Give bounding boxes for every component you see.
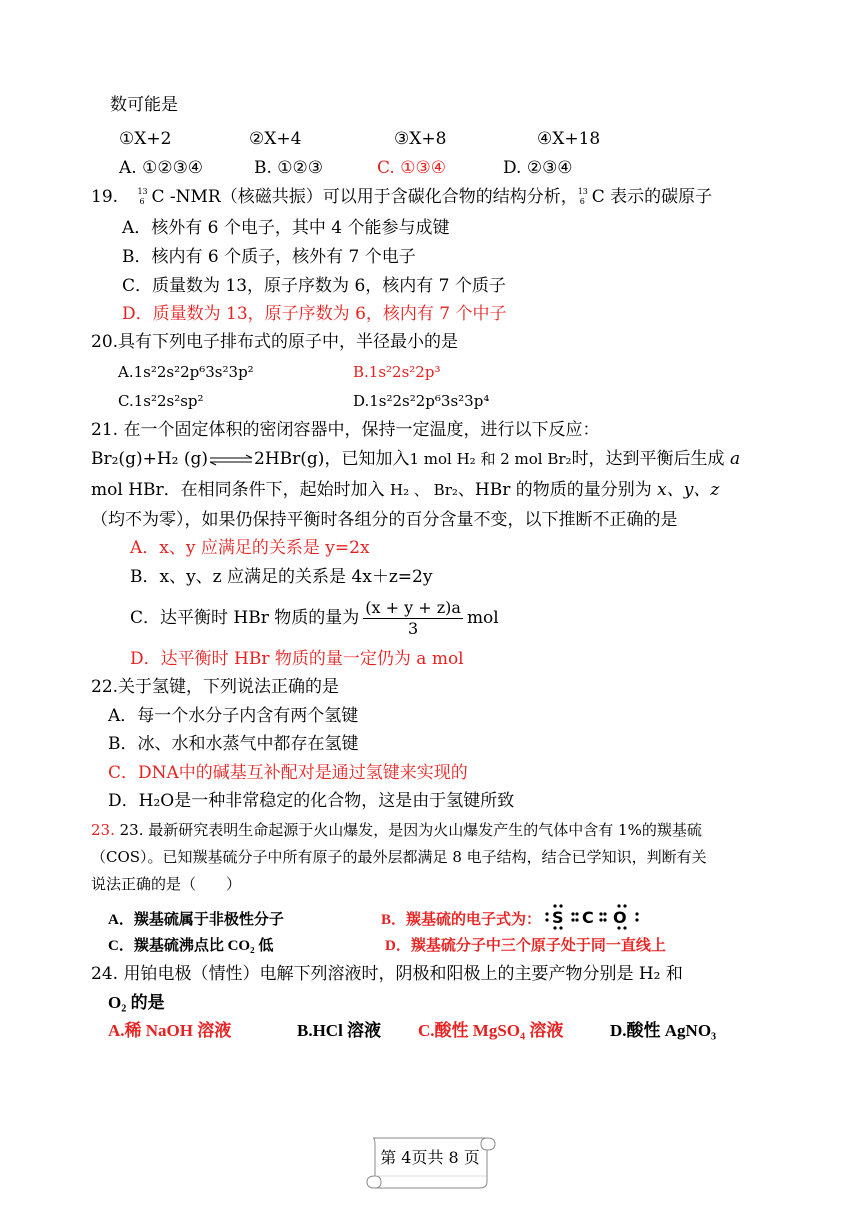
q19-option-a: A．核外有 6 个电子，其中 4 个能参与成键: [122, 218, 450, 238]
q21-amounts: 1 mol H₂ 和 2 mol Br₂: [409, 450, 572, 468]
q23-number: 23.: [91, 821, 115, 839]
q18-option-3: ③X+8: [394, 129, 447, 149]
page-footer: [363, 1128, 497, 1192]
q22-option-d: D．H₂O是一种非常稳定的化合物，这是由于氢键所致: [108, 791, 515, 811]
q24-option-b: B.HCl 溶液: [297, 1021, 382, 1040]
q22-option-c: C．DNA中的碱基互补配对是通过氢键来实现的: [108, 763, 468, 783]
q23-line2: （COS）。已知羰基硫分子中所有原子的最外层都满足 8 电子结构，结合已学知识，判断有关: [91, 848, 707, 866]
q19-number: 19.: [91, 187, 119, 207]
q21-option-c: [130, 596, 499, 640]
q23-line1-text: 23. 最新研究表明生命起源于火山爆发，是因为火山爆发产生的气体中含有 1%的羰基硫: [119, 821, 702, 839]
q21-option-a: A．x、y 应满足的关系是 y=2x: [130, 538, 370, 558]
q18-option-1: ①X+2: [119, 129, 172, 149]
isotope-mass-2: 13: [577, 186, 588, 196]
q18-option-4: ④X+18: [537, 129, 601, 149]
q23-option-b-text: B．羰基硫的电子式为：: [381, 912, 542, 928]
q21-line4: （均不为零），如果仍保持平衡时各组分的百分含量不变，以下推断不正确的是: [91, 510, 678, 530]
q19-stem: [91, 186, 712, 208]
q19-option-b: B．核内有 6 个质子，核外有 7 个电子: [122, 247, 416, 267]
q23-line3: 说法正确的是（ ）: [91, 875, 242, 893]
q24-option-a: A.稀 NaOH 溶液: [108, 1021, 232, 1040]
q21-line3-vars: x、y、z: [657, 480, 720, 500]
fraction-denominator: 3: [408, 619, 419, 638]
q24-option-c: C.酸性 MgSO₄ 溶液: [418, 1021, 564, 1040]
q23-line1: [91, 819, 702, 841]
q21-line3-species: H₂ 、 Br₂: [390, 481, 458, 499]
q21-line3: [91, 479, 719, 501]
q21-option-d: D．达平衡时 HBr 物质的量一定仍为 a mol: [130, 649, 464, 669]
isotope-number-2: 6: [579, 196, 585, 206]
q21-var-a: a: [729, 449, 741, 469]
q23-option-a: A．羰基硫属于非极性分子: [108, 912, 284, 928]
q21-option-b: B．x、y、z 应满足的关系是 4x＋z=2y: [130, 567, 433, 587]
q20-option-c: C.1s²2s²sp²: [118, 392, 204, 410]
q18-option-2: ②X+4: [249, 129, 302, 149]
q18-stem-cont: 数可能是: [110, 95, 178, 115]
q24-line1: 24. 用铂电极（情性）电解下列溶液时，阴极和阳极上的主要产物分别是 H₂ 和: [91, 964, 683, 984]
q22-option-a: A．每一个水分子内含有两个氢键: [108, 706, 359, 726]
q20-option-d: D.1s²2s²2p⁶3s²3p⁴: [353, 392, 490, 410]
q21-product-text: 2HBr(g)，已知加入: [254, 449, 410, 469]
q21-option-c-unit: mol: [466, 608, 499, 628]
q24-option-d: D.酸性 AgNO₃: [610, 1021, 717, 1040]
q19-option-d: D．质量数为 13，原子序数为 6，核内有 7 个中子: [122, 304, 507, 324]
isotope-element-2: C: [591, 187, 605, 207]
q20-stem: 20.具有下列电子排布式的原子中，半径最小的是: [91, 332, 459, 352]
q21-result-text: 时，达到平衡后生成: [571, 449, 725, 469]
q18-choice-a: A. ①②③④: [119, 158, 204, 178]
q20-option-b: B.1s²2s²2p³: [353, 363, 441, 381]
q18-choice-d: D. ②③④: [503, 158, 573, 178]
isotope-number: 6: [139, 196, 145, 206]
page-number: 第 4页共 8 页: [380, 1148, 480, 1167]
q19-stem-text1: -NMR（核磁共振）可以用于含碳化合物的结构分析，: [169, 187, 578, 207]
q21-line3-text2: 、HBr 的物质的量分别为: [457, 480, 652, 500]
q19-option-c: C．质量数为 13，原子序数为 6，核内有 7 个质子: [122, 276, 506, 296]
q20-option-a: A.1s²2s²2p⁶3s²3p²: [118, 363, 254, 381]
isotope-element: C: [151, 187, 165, 207]
svg-text:S: S: [552, 907, 564, 927]
q24-line2: O₂ 的是: [108, 993, 165, 1012]
isotope-mass: 13: [137, 186, 148, 196]
q23-option-d: D．羰基硫分子中三个原子处于同一直线上: [385, 938, 666, 954]
cos-electron-formula-icon: [541, 900, 649, 932]
carbon13-isotope: [137, 188, 151, 208]
svg-text:O: O: [613, 907, 627, 927]
q18-choice-b: B. ①②③: [254, 158, 324, 178]
carbon13-isotope-2: [578, 188, 592, 208]
q22-option-b: B．冰、水和水蒸气中都存在氢键: [108, 734, 359, 754]
q23-option-b: [381, 909, 649, 932]
q21-reactants: Br₂(g)+H₂ (g): [91, 449, 209, 469]
svg-text:C: C: [582, 907, 594, 927]
q18-choice-c: C. ①③④: [377, 158, 446, 178]
q22-stem: 22.关于氢键，下列说法正确的是: [91, 677, 340, 697]
q21-fraction: [363, 598, 463, 639]
q21-option-c-text: C．达平衡时 HBr 物质的量为: [130, 608, 360, 628]
q21-line3-text: mol HBr．在相同条件下，起始时加入: [91, 480, 385, 500]
q21-reaction-line: [91, 448, 740, 470]
fraction-numerator: (x + y + z)a: [365, 598, 461, 617]
q21-stem: 21. 在一个固定体积的密闭容器中，保持一定温度，进行以下反应：: [91, 420, 600, 440]
q23-option-c: C．羰基硫沸点比 CO₂ 低: [108, 938, 274, 954]
equilibrium-arrow-icon: [208, 454, 254, 466]
q19-stem-text2: 表示的碳原子: [610, 187, 713, 207]
